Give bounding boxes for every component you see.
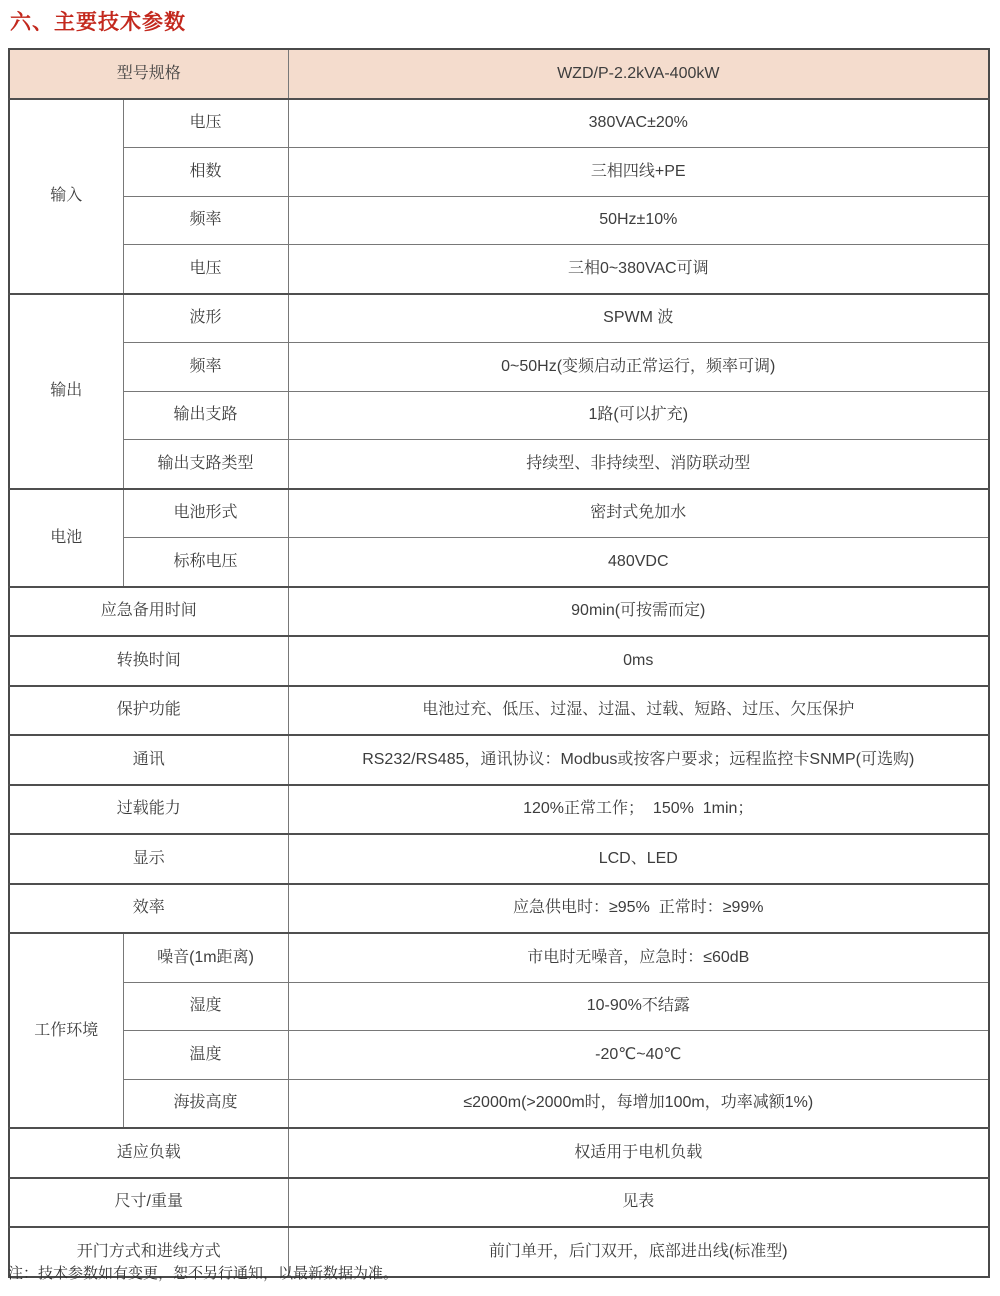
row-label: 湿度 (123, 982, 288, 1031)
row-label: 电压 (123, 245, 288, 294)
row-label: 过载能力 (9, 785, 288, 835)
row-value: LCD、LED (288, 834, 989, 884)
row-label: 显示 (9, 834, 288, 884)
row-label: 输出支路 (123, 391, 288, 440)
group-label-output: 输出 (9, 294, 123, 489)
table-row (9, 1128, 989, 1178)
row-value: 三相四线+PE (288, 148, 989, 197)
row-value: -20℃~40℃ (288, 1031, 989, 1080)
row-label: 通讯 (9, 735, 288, 785)
row-value: 10-90%不结露 (288, 982, 989, 1031)
row-value: 120%正常工作； 150% 1min； (288, 785, 989, 835)
row-label: 频率 (123, 343, 288, 392)
group-label-input: 输入 (9, 99, 123, 294)
row-value: 90min(可按需而定) (288, 587, 989, 637)
group-label-battery: 电池 (9, 489, 123, 587)
spec-table (8, 48, 990, 1278)
row-value: 市电时无噪音，应急时：≤60dB (288, 933, 989, 982)
table-row (9, 686, 989, 736)
table-row (9, 148, 989, 197)
row-label: 噪音(1m距离) (123, 933, 288, 982)
row-label: 电压 (123, 99, 288, 148)
section-title: 六、主要技术参数 (10, 11, 186, 34)
table-row (9, 1079, 989, 1128)
row-label: 保护功能 (9, 686, 288, 736)
table-row (9, 294, 989, 343)
table-row (9, 489, 989, 538)
table-row (9, 1178, 989, 1228)
row-label: 开门方式和进线方式 (9, 1227, 288, 1277)
row-value: 持续型、非持续型、消防联动型 (288, 440, 989, 489)
row-label: 应急备用时间 (9, 587, 288, 637)
row-label: 效率 (9, 884, 288, 934)
row-label: 适应负载 (9, 1128, 288, 1178)
table-row (9, 834, 989, 884)
table-header-row (9, 49, 989, 99)
row-label: 尺寸/重量 (9, 1178, 288, 1228)
row-label: 频率 (123, 196, 288, 245)
row-value: 权适用于电机负载 (288, 1128, 989, 1178)
row-value: RS232/RS485，通讯协议：Modbus或按客户要求；远程监控卡SNMP(可选购) (288, 735, 989, 785)
row-value: SPWM 波 (288, 294, 989, 343)
row-value: 电池过充、低压、过湿、过温、过载、短路、过压、欠压保护 (288, 686, 989, 736)
table-row (9, 636, 989, 686)
row-value: 0~50Hz(变频启动正常运行，频率可调) (288, 343, 989, 392)
table-row (9, 196, 989, 245)
row-label: 转换时间 (9, 636, 288, 686)
row-label: 电池形式 (123, 489, 288, 538)
row-value: 0ms (288, 636, 989, 686)
row-value: 见表 (288, 1178, 989, 1228)
group-label-environment: 工作环境 (9, 933, 123, 1128)
row-label: 温度 (123, 1031, 288, 1080)
row-label: 波形 (123, 294, 288, 343)
footnote: 注：技术参数如有变更，恕不另行通知，以最新数据为准。 (8, 1265, 399, 1282)
table-row (9, 245, 989, 294)
row-value: 480VDC (288, 538, 989, 587)
table-row (9, 587, 989, 637)
row-value: 密封式免加水 (288, 489, 989, 538)
row-label: 海拔高度 (123, 1079, 288, 1128)
row-value: ≤2000m(>2000m时，每增加100m，功率减额1%) (288, 1079, 989, 1128)
row-label: 标称电压 (123, 538, 288, 587)
row-value: 前门单开，后门双开，底部进出线(标准型) (288, 1227, 989, 1277)
table-row (9, 343, 989, 392)
table-row (9, 538, 989, 587)
table-row (9, 933, 989, 982)
row-value: 三相0~380VAC可调 (288, 245, 989, 294)
row-value: 380VAC±20% (288, 99, 989, 148)
header-model-label: 型号规格 (9, 49, 288, 99)
row-value: 应急供电时：≥95% 正常时：≥99% (288, 884, 989, 934)
row-value: 1路(可以扩充) (288, 391, 989, 440)
table-row (9, 982, 989, 1031)
table-row (9, 391, 989, 440)
table-row (9, 785, 989, 835)
row-value: 50Hz±10% (288, 196, 989, 245)
table-row (9, 735, 989, 785)
row-label: 相数 (123, 148, 288, 197)
header-model-value: WZD/P-2.2kVA-400kW (288, 49, 989, 99)
row-label: 输出支路类型 (123, 440, 288, 489)
table-row (9, 99, 989, 148)
table-row (9, 440, 989, 489)
table-row (9, 884, 989, 934)
table-row (9, 1031, 989, 1080)
